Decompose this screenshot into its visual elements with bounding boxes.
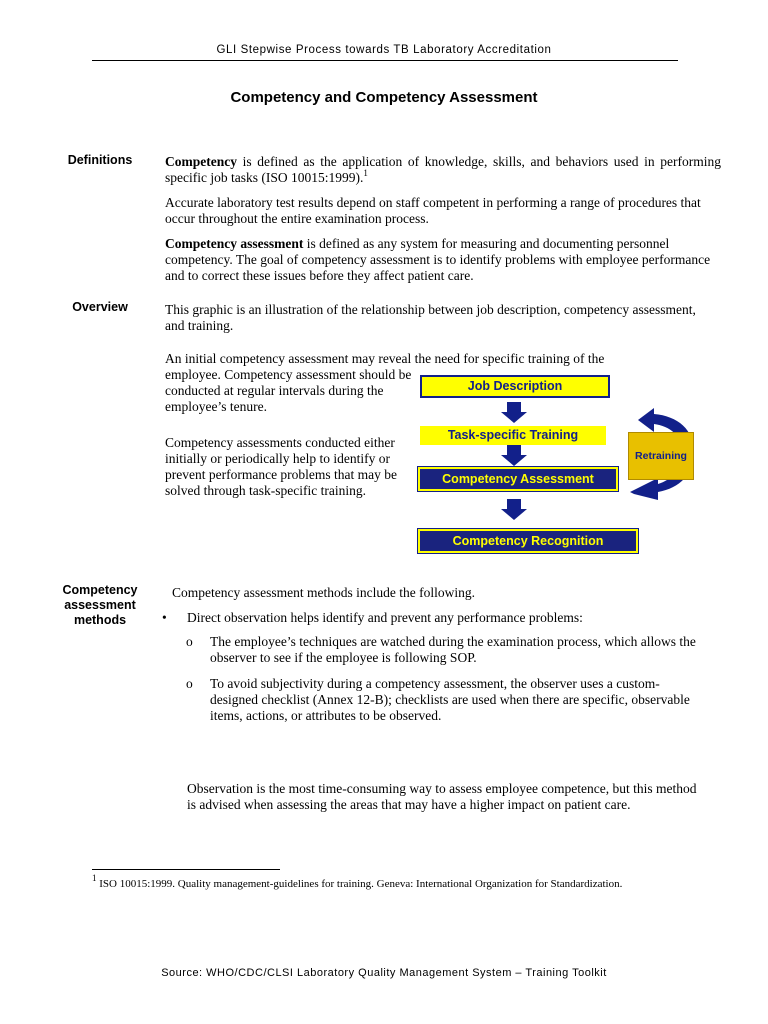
definition-text: is defined as any system for measuring and documenting personnel competency. The goal of competency assessment is to identify problems with employee performance and to correct these issues before they affect patient care. bbox=[165, 236, 711, 283]
bullet-direct-observation: Direct observation helps identify and prevent any performance problems: bbox=[187, 610, 583, 625]
bullet-icon: • bbox=[162, 610, 167, 625]
section-label-overview: Overview bbox=[72, 300, 128, 314]
footnote-ref: 1 bbox=[363, 168, 368, 178]
footnote-rule bbox=[92, 869, 280, 870]
box-job-description: Job Description bbox=[420, 375, 610, 398]
methods-intro: Competency assessment methods include the following. bbox=[172, 585, 475, 600]
box-competency-assessment: Competency Assessment bbox=[418, 467, 618, 491]
overview-paragraph-2-rest: employee. Competency assessment should be conducted at regular intervals during the employee’s tenure. bbox=[165, 367, 412, 414]
sub-bullet-checklist: To avoid subjectivity during a competency assessment, the observer uses a custom-designed checklist (Annex 12-B); checklists are used when there are specific, observable items, actions, or attributes to be observed. bbox=[210, 676, 690, 723]
box-competency-recognition: Competency Recognition bbox=[418, 529, 638, 553]
definition-competency-assessment bbox=[165, 236, 721, 284]
overview-paragraph-2-line1: An initial competency assessment may reveal the need for specific training of the bbox=[165, 351, 605, 366]
section-label-methods: Competency assessment methods bbox=[62, 583, 138, 627]
footnote-text: ISO 10015:1999. Quality management-guidelines for training. Geneva: International Organization for Standardization. bbox=[96, 878, 623, 890]
footnote bbox=[92, 873, 652, 891]
sub-bullet-icon: o bbox=[186, 634, 193, 649]
overview-paragraph-1: This graphic is an illustration of the relationship between job description, competency assessment, and training. bbox=[165, 302, 696, 333]
footnote-number: 1 bbox=[92, 873, 97, 883]
box-task-specific-training: Task-specific Training bbox=[420, 426, 606, 445]
page-title: Competency and Competency Assessment bbox=[230, 89, 538, 106]
arrow-down-icon bbox=[507, 445, 521, 455]
definition-text: is defined as the application of knowledge, skills, and behaviors used in performing specific job tasks (ISO 10015:1999). bbox=[165, 154, 721, 185]
section-label-definitions: Definitions bbox=[67, 153, 133, 167]
arrow-down-icon bbox=[507, 402, 521, 412]
sub-bullet-techniques: The employee’s techniques are watched during the examination process, which allows the observer to see if the employee is following SOP. bbox=[210, 634, 696, 665]
arrow-down-icon bbox=[507, 499, 521, 509]
methods-closing: Observation is the most time-consuming way to assess employee competence, but this method is advised when assessing the areas that may have a higher impact on patient care. bbox=[187, 781, 697, 812]
term-competency: Competency bbox=[165, 154, 237, 169]
running-header: GLI Stepwise Process towards TB Laboratory Accreditation bbox=[216, 44, 552, 56]
term-competency-assessment: Competency assessment bbox=[165, 236, 304, 251]
process-diagram bbox=[416, 372, 706, 558]
box-retraining: Retraining bbox=[628, 432, 694, 480]
sub-bullet-icon: o bbox=[186, 676, 193, 691]
footer-source: Source: WHO/CDC/CLSI Laboratory Quality Management System – Training Toolkit bbox=[161, 967, 607, 979]
definition-competency bbox=[165, 154, 721, 186]
overview-paragraph-3: Competency assessments conducted either initially or periodically help to identify or prevent performance problems that may be solved through task-specific training. bbox=[165, 435, 398, 498]
paragraph-accuracy: Accurate laboratory test results depend on staff competent in performing a range of procedures that occur throughout the entire examination process. bbox=[165, 195, 701, 226]
header-rule bbox=[92, 60, 678, 61]
